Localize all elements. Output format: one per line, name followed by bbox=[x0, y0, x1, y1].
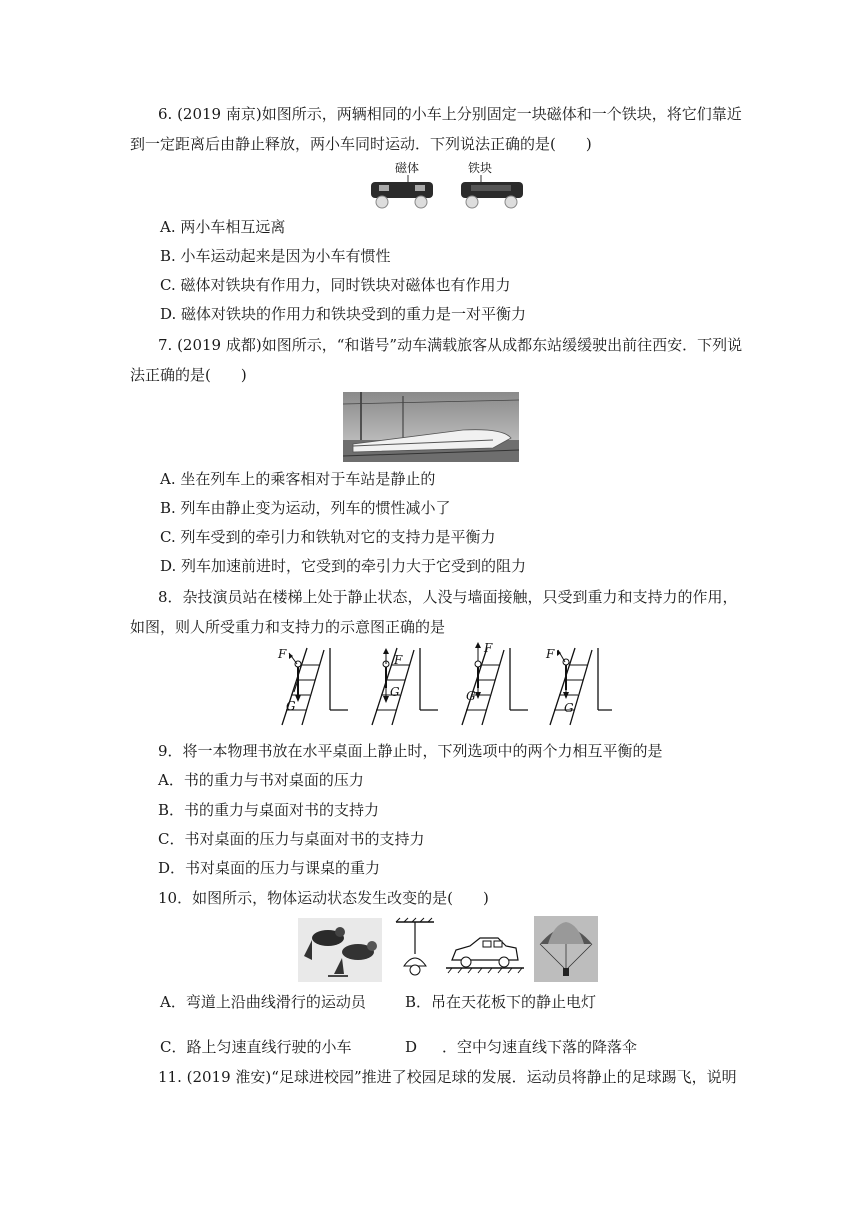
q8-stem-line1: 8．杂技演员站在楼梯上处于静止状态，人没与墙面接触，只受到重力和支持力的作用， bbox=[158, 588, 738, 606]
q8-stem-line2: 如图，则人所受重力和支持力的示意图正确的是 bbox=[130, 618, 446, 636]
q6-choice-d: D. 磁体对铁块的作用力和铁块受到的重力是一对平衡力 bbox=[160, 305, 527, 323]
q8-diagram-b bbox=[372, 648, 438, 725]
q8-c-force-g: G bbox=[466, 689, 476, 703]
q8-a-force-g: G bbox=[286, 699, 296, 713]
q6-stem-line1: 6. (2019 南京)如图所示，两辆相同的小车上分别固定一块磁体和一个铁块，将它们靠近 bbox=[158, 105, 742, 123]
q8-d-force-f: F bbox=[546, 647, 555, 661]
q8-b-force-f: F bbox=[394, 653, 403, 667]
q10-car-on-road bbox=[446, 938, 524, 973]
q10-stem: 10．如图所示，物体运动状态发生改变的是( ) bbox=[158, 889, 489, 907]
q8-a-force-f: F bbox=[278, 647, 287, 661]
q10-figures bbox=[298, 916, 600, 984]
q6-cars-figure bbox=[365, 160, 535, 212]
q7-choice-a: A. 坐在列车上的乘客相对于车站是静止的 bbox=[160, 470, 436, 488]
q10-parachute-photo bbox=[534, 916, 598, 982]
q6-choice-a: A. 两小车相互远离 bbox=[160, 218, 286, 236]
q10-choice-a: A．弯道上沿曲线滑行的运动员 bbox=[160, 993, 366, 1011]
q8-diagram-d bbox=[545, 647, 612, 725]
q10-skaters-photo bbox=[298, 918, 382, 982]
q10-choice-d-text: ．空中匀速直线下落的降落伞 bbox=[442, 1038, 638, 1056]
q7-choice-c: C. 列车受到的牵引力和铁轨对它的支持力是平衡力 bbox=[160, 528, 496, 546]
q9-stem: 9．将一本物理书放在水平桌面上静止时，下列选项中的两个力相互平衡的是 bbox=[158, 742, 663, 760]
q8-diagram-c bbox=[462, 641, 528, 725]
q8-d-force-g: G bbox=[564, 701, 574, 715]
q8-diagram-a bbox=[277, 647, 348, 725]
q7-stem-line1: 7. (2019 成都)如图所示，“和谐号”动车满载旅客从成都东站缓缓驶出前往西安．下列说 bbox=[158, 336, 743, 354]
q7-choice-d: D. 列车加速前进时，它受到的牵引力大于它受到的阻力 bbox=[160, 557, 527, 575]
q6-stem-line2: 到一定距离后由静止释放，两小车同时运动．下列说法正确的是( ) bbox=[130, 135, 592, 153]
q6-choice-c: C. 磁体对铁块有作用力，同时铁块对磁体也有作用力 bbox=[160, 276, 511, 294]
q8-c-force-f: F bbox=[484, 641, 493, 655]
q7-choice-b: B. 列车由静止变为运动，列车的惯性减小了 bbox=[160, 499, 451, 517]
q9-choice-a: A．书的重力与书对桌面的压力 bbox=[158, 771, 364, 789]
q9-choice-c: C．书对桌面的压力与桌面对书的支持力 bbox=[158, 830, 425, 848]
q8-force-diagrams bbox=[272, 640, 612, 732]
q8-b-force-g: G bbox=[390, 685, 400, 699]
q10-choice-c: C．路上匀速直线行驶的小车 bbox=[160, 1038, 352, 1056]
q10-hanging-lamp bbox=[396, 918, 434, 975]
q6-magnet-label: 磁体 bbox=[395, 161, 420, 175]
q10-choice-b: B．吊在天花板下的静止电灯 bbox=[405, 993, 597, 1011]
q9-choice-b: B．书的重力与桌面对书的支持力 bbox=[158, 801, 380, 819]
q9-choice-d: D．书对桌面的压力与课桌的重力 bbox=[158, 859, 381, 877]
q6-choice-b: B. 小车运动起来是因为小车有惯性 bbox=[160, 247, 391, 265]
q7-stem-line2: 法正确的是( ) bbox=[130, 366, 247, 384]
q6-iron-label: 铁块 bbox=[468, 161, 493, 175]
q7-train-photo bbox=[343, 392, 519, 462]
q11-stem: 11. (2019 淮安)“足球进校园”推进了校园足球的发展．运动员将静止的足球踢飞，说明 bbox=[158, 1068, 737, 1086]
q10-choice-d-letter: D bbox=[405, 1038, 418, 1056]
